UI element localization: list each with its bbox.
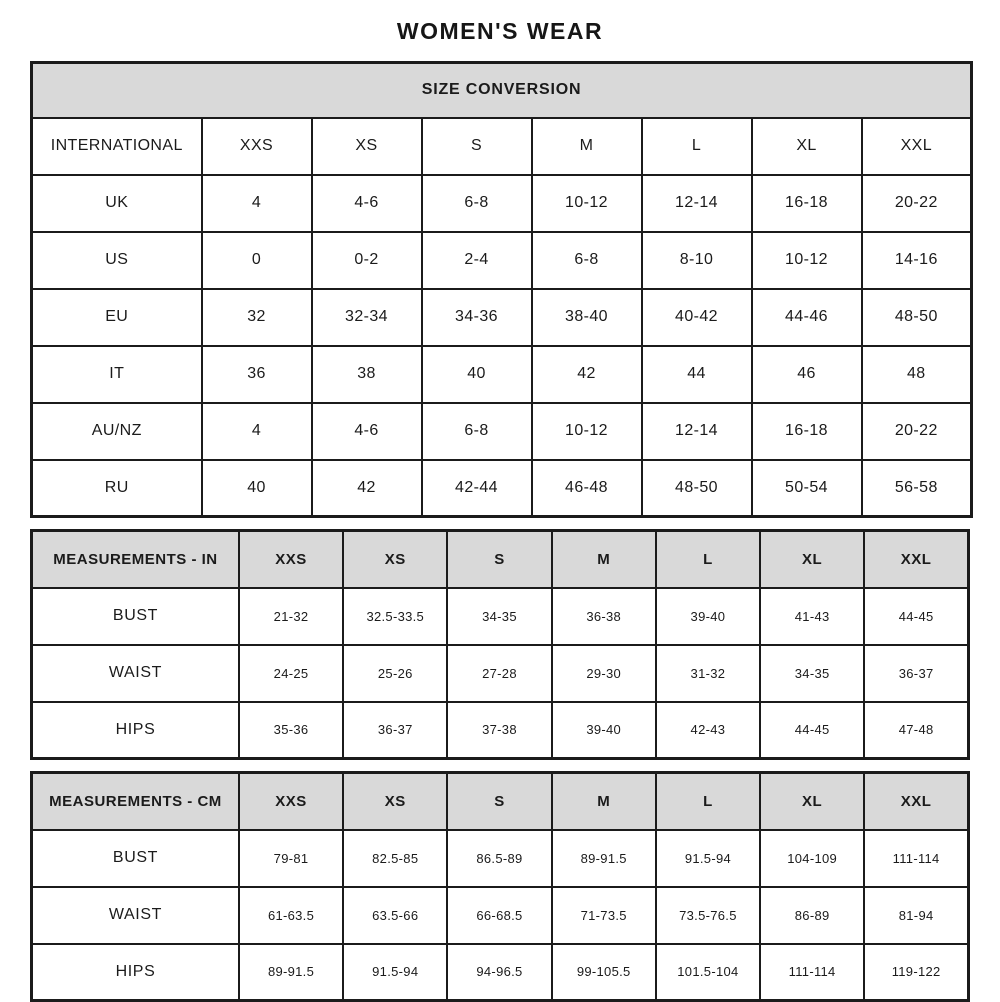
table-cell: 46-48 [532,460,642,517]
table-row-hips-in [32,702,969,759]
table-cell: 44-45 [760,702,864,759]
table-row-ru [32,460,972,517]
table-cell: 38 [312,346,422,403]
table-cell: 41-43 [760,588,864,645]
table-row-hips-cm [32,944,969,1001]
table-cell: 99-105.5 [552,944,656,1001]
table-cell: 40-42 [642,289,752,346]
row-label: IT [32,346,202,403]
column-header-s: S [422,118,532,175]
table-header-row [32,773,969,830]
table-cell: 36-37 [343,702,447,759]
row-label: BUST [32,830,239,887]
table-cell: 24-25 [239,645,343,702]
table-title-size-conversion: SIZE CONVERSION [32,63,972,118]
table-row-aunz [32,403,972,460]
table-row [32,118,972,175]
table-cell: 44-45 [864,588,968,645]
row-label: WAIST [32,887,239,944]
table-cell: 25-26 [343,645,447,702]
table-cell: 86.5-89 [447,830,551,887]
column-header-l: L [642,118,752,175]
table-cell: 66-68.5 [447,887,551,944]
table-cell: 46 [752,346,862,403]
table-cell: 111-114 [760,944,864,1001]
table-cell: 32.5-33.5 [343,588,447,645]
table-cell: 42-43 [656,702,760,759]
table-cell: 12-14 [642,403,752,460]
table-cell: 4-6 [312,403,422,460]
row-label: EU [32,289,202,346]
column-header-xl: XL [760,531,864,588]
table-row-eu [32,289,972,346]
row-label: AU/NZ [32,403,202,460]
table-cell: 4-6 [312,175,422,232]
column-header-xxl: XXL [862,118,972,175]
table-cell: 101.5-104 [656,944,760,1001]
table-cell: 111-114 [864,830,968,887]
table-cell: 0-2 [312,232,422,289]
table-cell: 94-96.5 [447,944,551,1001]
measurements-cm-table [30,771,970,1002]
table-cell: 29-30 [552,645,656,702]
row-label: HIPS [32,944,239,1001]
table-cell: 10-12 [532,403,642,460]
table-cell: 32-34 [312,289,422,346]
column-header-xxs: XXS [239,531,343,588]
table-cell: 56-58 [862,460,972,517]
column-header-international: INTERNATIONAL [32,118,202,175]
table-cell: 16-18 [752,175,862,232]
column-header-l: L [656,531,760,588]
table-cell: 91.5-94 [656,830,760,887]
row-label: RU [32,460,202,517]
table-cell: 20-22 [862,403,972,460]
row-label: UK [32,175,202,232]
table-cell: 27-28 [447,645,551,702]
table-row-waist-in [32,645,969,702]
row-label: WAIST [32,645,239,702]
table-cell: 35-36 [239,702,343,759]
table-cell: 21-32 [239,588,343,645]
table-cell: 36-38 [552,588,656,645]
column-header-xl: XL [752,118,862,175]
table-cell: 86-89 [760,887,864,944]
column-header-xxl: XXL [864,531,968,588]
table-cell: 39-40 [552,702,656,759]
table-row-it [32,346,972,403]
table-row-bust-cm [32,830,969,887]
table-cell: 89-91.5 [552,830,656,887]
table-row-us [32,232,972,289]
measurements-in-table [30,529,970,760]
table-cell: 34-35 [447,588,551,645]
table-cell: 34-35 [760,645,864,702]
size-conversion-table [30,61,973,518]
table-cell: 6-8 [422,403,532,460]
table-cell: 48-50 [642,460,752,517]
table-cell: 2-4 [422,232,532,289]
column-header-xs: XS [312,118,422,175]
table-cell: 79-81 [239,830,343,887]
table-cell: 4 [202,403,312,460]
row-label: BUST [32,588,239,645]
table-cell: 12-14 [642,175,752,232]
table-cell: 4 [202,175,312,232]
page-title: WOMEN'S WEAR [396,18,604,44]
table-cell: 42-44 [422,460,532,517]
table-title-measurements-cm: MEASUREMENTS - CM [32,773,239,830]
table-cell: 48 [862,346,972,403]
table-cell: 6-8 [532,232,642,289]
table-cell: 20-22 [862,175,972,232]
table-cell: 6-8 [422,175,532,232]
table-cell: 31-32 [656,645,760,702]
table-cell: 42 [312,460,422,517]
table-cell: 14-16 [862,232,972,289]
column-header-xs: XS [343,531,447,588]
row-label: HIPS [32,702,239,759]
table-cell: 91.5-94 [343,944,447,1001]
table-cell: 40 [422,346,532,403]
table-cell: 119-122 [864,944,968,1001]
column-header-xxl: XXL [864,773,968,830]
table-cell: 104-109 [760,830,864,887]
table-cell: 61-63.5 [239,887,343,944]
table-title-measurements-in: MEASUREMENTS - IN [32,531,239,588]
table-cell: 71-73.5 [552,887,656,944]
table-cell: 44-46 [752,289,862,346]
table-cell: 37-38 [447,702,551,759]
row-label: US [32,232,202,289]
table-cell: 32 [202,289,312,346]
table-cell: 10-12 [752,232,862,289]
column-header-xs: XS [343,773,447,830]
table-cell: 73.5-76.5 [656,887,760,944]
table-cell: 50-54 [752,460,862,517]
table-cell: 16-18 [752,403,862,460]
table-cell: 38-40 [532,289,642,346]
column-header-xl: XL [760,773,864,830]
table-cell: 42 [532,346,642,403]
column-header-m: M [532,118,642,175]
table-cell: 40 [202,460,312,517]
table-cell: 8-10 [642,232,752,289]
table-row-bust-in [32,588,969,645]
column-header-xxs: XXS [202,118,312,175]
table-cell: 36 [202,346,312,403]
table-cell: 82.5-85 [343,830,447,887]
column-header-l: L [656,773,760,830]
table-cell: 44 [642,346,752,403]
table-cell: 36-37 [864,645,968,702]
table-cell: 89-91.5 [239,944,343,1001]
table-cell: 63.5-66 [343,887,447,944]
table-header-row [32,531,969,588]
column-header-xxs: XXS [239,773,343,830]
column-header-s: S [447,773,551,830]
table-cell: 0 [202,232,312,289]
column-header-s: S [447,531,551,588]
table-cell: 48-50 [862,289,972,346]
table-cell: 39-40 [656,588,760,645]
table-cell: 10-12 [532,175,642,232]
table-row-uk [32,175,972,232]
table-cell: 47-48 [864,702,968,759]
column-header-m: M [552,531,656,588]
column-header-m: M [552,773,656,830]
table-cell: 81-94 [864,887,968,944]
table-row-waist-cm [32,887,969,944]
table-cell: 34-36 [422,289,532,346]
